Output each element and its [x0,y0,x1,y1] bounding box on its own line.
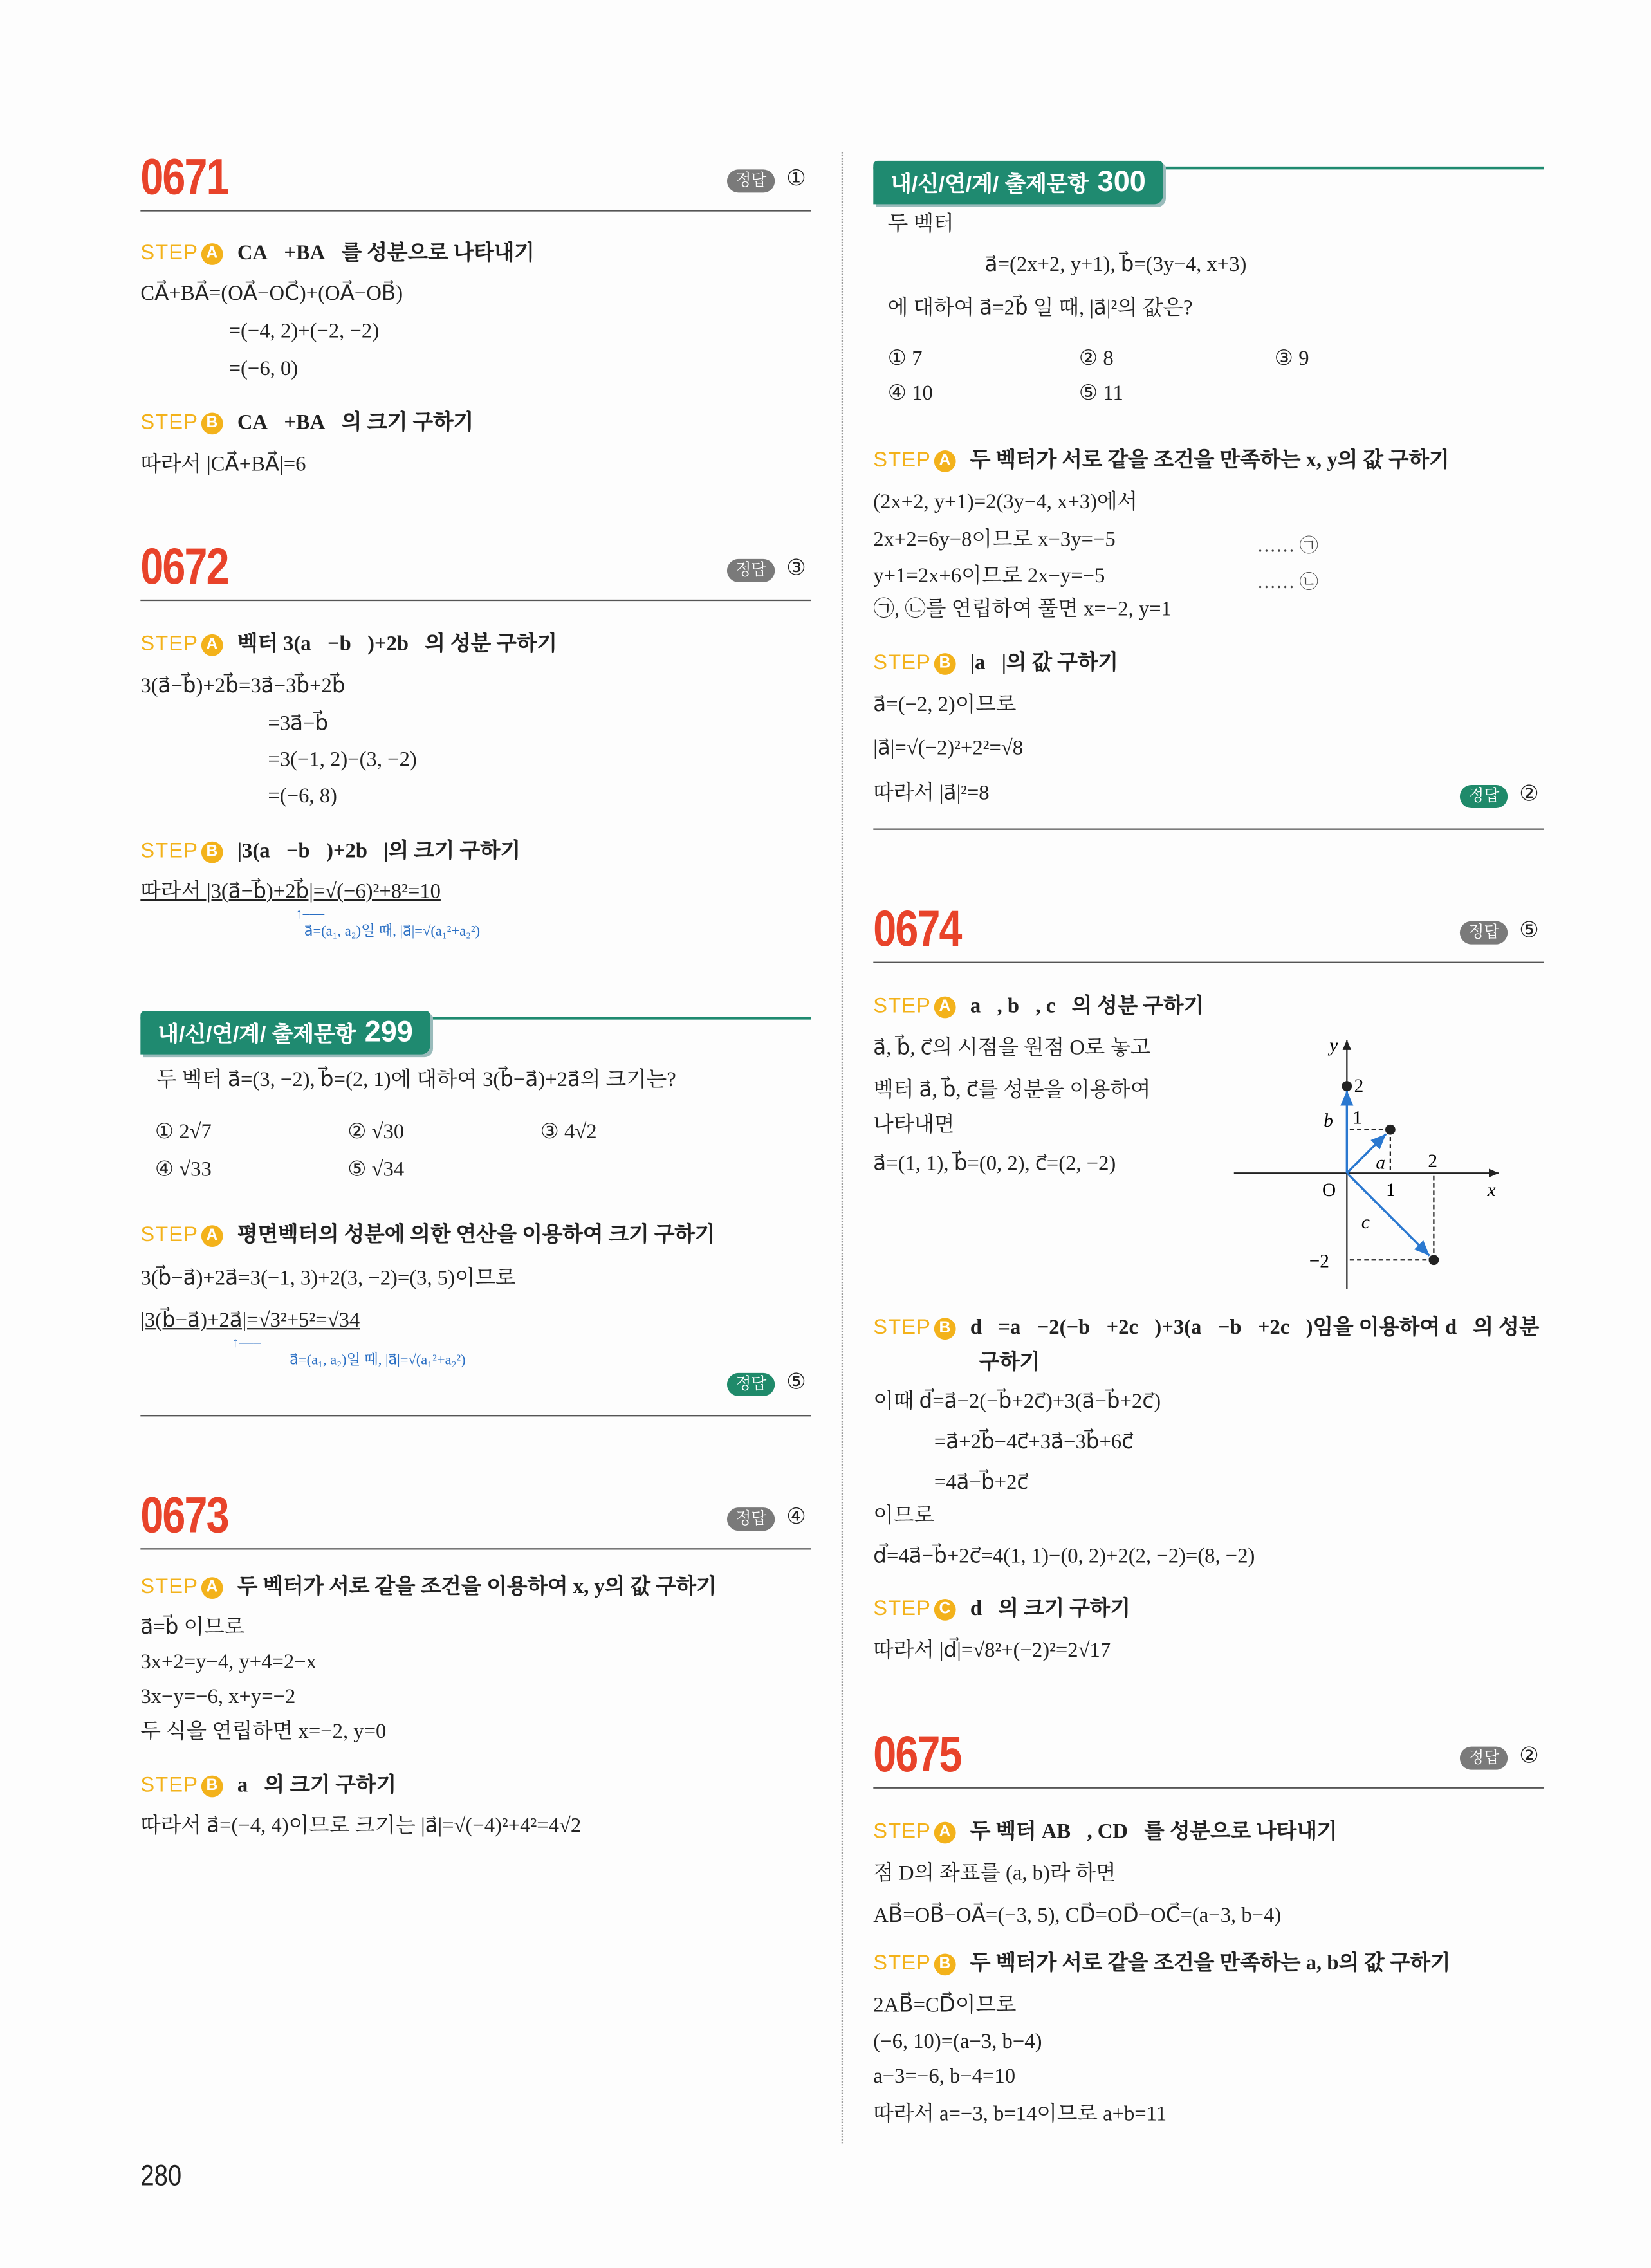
answer-choice: ① 7 [887,347,923,371]
solution-line: a⃗, b⃗, c⃗의 시점을 원점 O로 놓고 [873,1037,1151,1060]
step-letter-circle: A [201,1225,223,1247]
header-rule [873,962,1544,963]
step-label: STEP [140,632,199,656]
answer-value: ⑤ [1519,919,1539,943]
answer-choice: ④ √33 [154,1158,212,1182]
question-text: 두 벡터 [887,212,954,236]
solution-line: 벡터 a⃗, b⃗, c⃗를 성분을 이용하여 [873,1078,1151,1102]
solution-line: (−6, 10)=(a−3, b−4) [873,2030,1042,2054]
x-tick-2: 2 [1428,1151,1438,1172]
banner-number: 300 [1097,166,1146,199]
step-letter-circle: B [934,1953,956,1975]
step-label: STEP [873,995,932,1019]
step-letter-circle: A [934,450,956,472]
x-tick-1: 1 [1386,1180,1396,1201]
solution-line: 따라서 |d⃗|=√8²+(−2)²=2√17 [873,1639,1111,1663]
step-label: STEP [140,1224,199,1248]
step-heading [873,448,1449,474]
origin-label: O [1322,1180,1336,1201]
solution-line: a⃗=(1, 1), b⃗=(0, 2), c⃗=(2, −2) [873,1152,1116,1176]
solution-line: d⃗=4a⃗−b⃗+2c⃗=4(1, 1)−(0, 2)+2(2, −2)=(8, −2) [873,1545,1255,1569]
step-label: STEP [873,651,932,675]
question-text: 두 벡터 a⃗=(3, −2), b⃗=(2, 1)에 대하여 3(b⃗−a⃗)+2a⃗의 크기는? [156,1069,676,1093]
solution-line: 따라서 |3(a⃗−b⃗)+2b⃗|=√(−6)²+8²=10 [140,880,441,904]
solution-line: 이므로 [873,1504,934,1528]
step-heading [140,1222,715,1249]
step-heading [140,838,521,865]
solution-line: 2AB⃗=CD⃗이므로 [873,1994,1017,2018]
solution-line: AB⃗=OB⃗−OA⃗=(−3, 5), CD⃗=OD⃗−OC⃗=(a−3, b−4) [873,1904,1282,1928]
step-label: STEP [873,1597,932,1621]
step-letter-circle: A [201,243,223,265]
vector-endpoint [1342,1081,1352,1091]
answer-choice: ② √30 [347,1121,405,1145]
step-letter-circle: C [934,1599,956,1621]
solution-line: 3(b⃗−a⃗)+2a⃗=3(−1, 3)+2(3, −2)=(3, 5)이므로 [140,1267,516,1291]
step-heading [140,410,474,436]
problem-number: 0673 [140,1487,228,1544]
solution-line: 따라서 |CA⃗+BA⃗|=6 [140,453,306,477]
step-letter-circle: B [201,842,223,863]
header-rule [140,600,811,601]
answer-badge: 정답 [1460,921,1508,945]
equation-label: …… ㉠ [1257,534,1318,557]
vector-c-label: c⃗ [1361,1212,1385,1233]
solution-line: =(−6, 8) [268,784,337,809]
step-heading [873,1951,1450,1977]
step-heading [140,631,557,658]
solution-line: 3x−y=−6, x+y=−2 [140,1686,296,1710]
problem-number: 0674 [873,901,961,957]
step-label: STEP [140,411,199,435]
step-title: |3(a⃗−b⃗)+2b⃗|의 크기 구하기 [237,840,521,863]
solution-line: (2x+2, y+1)=2(3y−4, x+3)에서 [873,491,1138,515]
step-heading [140,241,534,267]
step-title: 두 벡터가 서로 같을 조건을 만족하는 x, y의 값 구하기 [970,448,1450,472]
answer-choice: ⑤ 11 [1078,382,1123,406]
step-heading [140,1773,396,1799]
step-heading [873,993,1204,1020]
solution-line: 2x+2=6y−8이므로 x−3y=−5 [873,528,1116,552]
solution-line: 나타내면 [873,1113,955,1137]
problem-number: 0675 [873,1726,961,1783]
solution-line: a⃗=(−2, 2)이므로 [873,694,1017,717]
step-label: STEP [140,241,199,265]
x-axis-label: x [1487,1180,1496,1201]
y-tick-2: 2 [1354,1076,1364,1097]
step-title-continued: 구하기 [979,1351,1040,1375]
solution-line: CA⃗+BA⃗=(OA⃗−OC⃗)+(OA⃗−OB⃗) [140,282,403,306]
step-title: 두 벡터 AB⃗, CD⃗를 성분으로 나타내기 [970,1820,1338,1844]
solution-line: ㉠, ㉡를 연립하여 풀면 x=−2, y=1 [873,598,1172,622]
answer-choice: ④ 10 [887,382,933,406]
answer-badge: 정답 [727,169,775,192]
banner-label: 내/신/연/계/ 출제문항 [890,172,1089,198]
solution-line: 따라서 a⃗=(−4, 4)이므로 크기는 |a⃗|=√(−4)²+4²=4√2 [140,1814,582,1838]
section-rule [140,1415,811,1416]
solution-line: =4a⃗−b⃗+2c⃗ [934,1471,1029,1495]
problem-banner [140,1011,430,1055]
step-label: STEP [140,1575,199,1599]
step-title: a⃗의 크기 구하기 [237,1774,397,1798]
vector-endpoint [1385,1125,1396,1135]
step-title: 벡터 3(a⃗−b⃗)+2b⃗의 성분 구하기 [237,632,557,656]
answer-value: ① [786,168,806,192]
section-rule [873,829,1544,830]
step-label: STEP [140,840,199,863]
step-title: |a⃗|의 값 구하기 [970,651,1118,675]
answer-choice: ② 8 [1078,347,1114,371]
solution-line: =(−4, 2)+(−2, −2) [228,320,380,344]
step-letter-circle: A [201,634,223,656]
step-heading [873,1596,1130,1622]
problem-number: 0671 [140,149,228,206]
solution-line: =3a⃗−b⃗ [268,712,329,736]
solution-line: =(−6, 0) [228,357,299,381]
step-title: d⃗의 크기 구하기 [970,1597,1130,1621]
header-rule [140,210,811,211]
banner-number: 299 [364,1017,413,1049]
equation-label: …… ㉡ [1257,570,1318,593]
solution-line: 따라서 a=−3, b=14이므로 a+b=11 [873,2103,1167,2126]
y-tick-neg2: −2 [1309,1251,1329,1272]
question-text: 에 대하여 a⃗=2b⃗ 일 때, |a⃗|²의 값은? [887,297,1193,320]
solution-line: 이때 d⃗=a⃗−2(−b⃗+2c⃗)+3(a⃗−b⃗+2c⃗) [873,1390,1161,1414]
step-letter-circle: B [201,1776,223,1798]
step-title: d⃗=a⃗−2(−b⃗+2c⃗)+3(a⃗−b⃗+2c⃗)임을 이용하여 d⃗의 성분 [970,1316,1540,1340]
solution-line: |3(b⃗−a⃗)+2a⃗|=√3²+5²=√34 [140,1309,360,1332]
solution-line: 3(a⃗−b⃗)+2b⃗=3a⃗−3b⃗+2b⃗ [140,674,346,698]
header-rule [873,1787,1544,1789]
y-tick-1: 1 [1352,1107,1362,1129]
solution-line: a−3=−6, b−4=10 [873,2065,1016,2088]
answer-badge: 정답 [1460,785,1508,808]
answer-value: ② [1519,783,1539,807]
answer-badge: 정답 [727,559,775,582]
answer-choice: ③ 4√2 [540,1121,597,1145]
header-rule [140,1548,811,1549]
step-heading [873,650,1118,677]
step-heading [140,1574,716,1601]
step-label: STEP [873,1820,932,1844]
answer-value: ④ [786,1506,806,1529]
step-title: a⃗, b⃗, c⃗의 성분 구하기 [970,995,1204,1019]
step-letter-circle: B [934,653,956,675]
solution-line: =3(−1, 2)−(3, −2) [268,748,417,772]
step-title: 평면벡터의 성분에 의한 연산을 이용하여 크기 구하기 [237,1224,715,1248]
answer-value: ② [1519,1745,1539,1769]
step-title: CA⃗+BA⃗를 성분으로 나타내기 [237,241,535,265]
vector-a-label: a⃗ [1376,1152,1400,1174]
formula-note: a⃗=(a₁, a₂)일 때, |a⃗|=√(a₁²+a₂²) [290,1352,466,1369]
solution-line: |a⃗|=√(−2)²+2²=√8 [873,737,1024,761]
y-axis-label: y [1329,1035,1338,1056]
answer-value: ③ [786,557,806,581]
step-label: STEP [873,1952,932,1976]
step-heading [873,1315,1539,1341]
step-letter-circle: A [934,997,956,1019]
step-label: STEP [140,1774,199,1798]
vector-endpoint [1429,1255,1439,1265]
solution-line: a⃗=b⃗ 이므로 [140,1616,245,1640]
step-title: 두 벡터가 서로 같을 조건을 이용하여 x, y의 값 구하기 [237,1575,717,1599]
answer-badge: 정답 [1460,1747,1508,1770]
step-letter-circle: A [201,1577,223,1599]
step-letter-circle: B [201,413,223,435]
answer-value: ⑤ [786,1371,806,1395]
step-letter-circle: A [934,1822,956,1844]
note-arrow-icon: ↑⎯⎯⎯ [232,1335,261,1352]
note-arrow-icon: ↑⎯⎯⎯ [295,907,325,923]
answer-choice: ③ 9 [1274,347,1309,371]
solution-line: 3x+2=y−4, y+4=2−x [140,1651,317,1675]
formula-note: a⃗=(a₁, a₂)일 때, |a⃗|=√(a₁²+a₂²) [304,924,481,940]
vector-b-label: b⃗ [1324,1111,1348,1132]
vector-graph [1231,1031,1513,1292]
step-title: 두 벡터가 서로 같을 조건을 만족하는 a, b의 값 구하기 [970,1952,1451,1976]
solution-line: y+1=2x+6이므로 2x−y=−5 [873,564,1105,588]
solution-line: 점 D의 좌표를 (a, b)라 하면 [873,1862,1116,1886]
column-divider [842,152,843,2143]
step-label: STEP [873,1316,932,1340]
question-text: a⃗=(2x+2, y+1), b⃗=(3y−4, x+3) [984,253,1247,277]
answer-badge: 정답 [727,1507,775,1531]
problem-number: 0672 [140,539,228,596]
problem-banner [873,161,1163,205]
answer-badge: 정답 [727,1373,775,1396]
step-title: CA⃗+BA⃗의 크기 구하기 [237,411,474,435]
page-number: 280 [140,2161,182,2193]
answer-choice: ⑤ √34 [347,1158,405,1182]
step-label: STEP [873,448,932,472]
banner-label: 내/신/연/계/ 출제문항 [158,1022,356,1047]
solution-line: =a⃗+2b⃗−4c⃗+3a⃗−3b⃗+6c⃗ [934,1430,1134,1454]
solution-line: 따라서 |a⃗|²=8 [873,782,990,806]
solution-line: 두 식을 연립하면 x=−2, y=0 [140,1720,387,1744]
step-heading [873,1819,1337,1845]
step-letter-circle: B [934,1318,956,1340]
answer-choice: ① 2√7 [154,1121,212,1145]
